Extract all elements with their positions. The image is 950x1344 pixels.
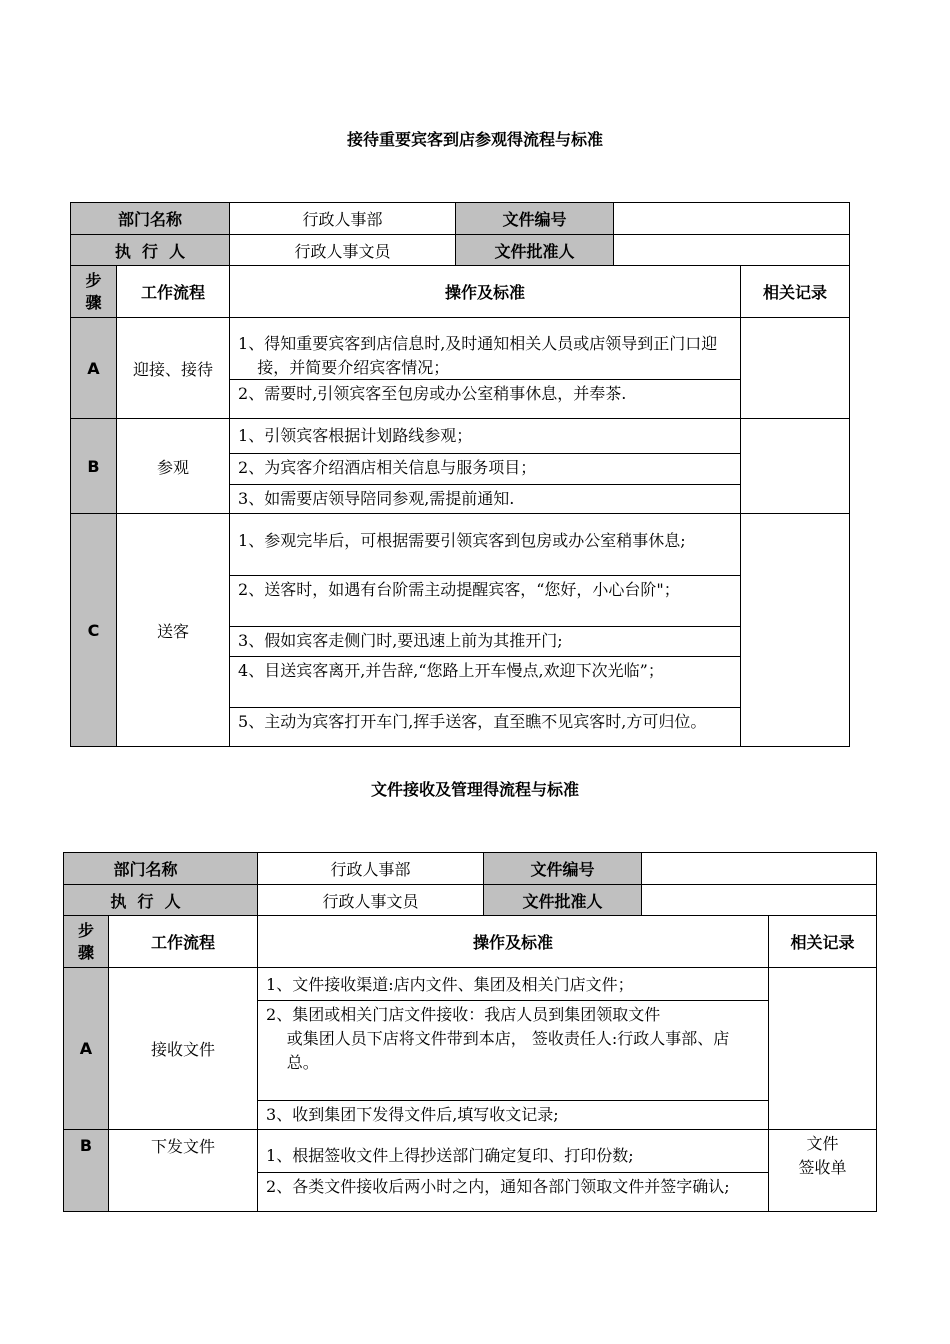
doc-no-label: 文件编号 <box>484 853 642 885</box>
dept-label: 部门名称 <box>64 853 258 885</box>
step-b: B <box>71 419 117 514</box>
reception-procedure-table <box>70 202 850 747</box>
col-flow-header: 工作流程 <box>109 916 258 968</box>
record-a <box>741 318 850 419</box>
ops-item: 或集团人员下店将文件带到本店， 签收责任人:行政人事部、店总。 <box>286 1028 730 1072</box>
step-a: A <box>64 968 109 1130</box>
step-b: B <box>64 1130 109 1212</box>
ops-item: 5、主动为宾客打开车门,挥手送客，直至瞧不见宾客时,方可归位。 <box>238 711 707 731</box>
dept-value: 行政人事部 <box>230 203 456 235</box>
ops-item: 1、引领宾客根据计划路线参观； <box>230 422 740 454</box>
record-c <box>741 514 850 747</box>
ops-a <box>230 318 741 419</box>
ops-item: 3、收到集团下发得文件后,填写收文记录; <box>266 1104 559 1124</box>
doc-no-label: 文件编号 <box>456 203 614 235</box>
executor-label: 执 行 人 <box>71 235 230 266</box>
col-flow-header: 工作流程 <box>117 266 230 318</box>
page-title-2: 文件接收及管理得流程与标准 <box>370 780 579 799</box>
record-b <box>741 419 850 514</box>
executor-label: 执 行 人 <box>64 885 258 916</box>
ops-a <box>258 968 769 1130</box>
col-rec-header: 相关记录 <box>769 916 877 968</box>
approver-label: 文件批准人 <box>456 235 614 266</box>
record-b: 文件 签收单 <box>769 1130 877 1212</box>
ops-item: 3、如需要店领导陪同参观,需提前通知. <box>238 488 515 508</box>
ops-b <box>230 419 741 514</box>
flow-b: 下发文件 <box>109 1130 258 1212</box>
page-title-1: 接待重要宾客到店参观得流程与标准 <box>346 130 603 149</box>
document-procedure-table <box>63 852 877 1212</box>
ops-item: 3、假如宾客走侧门时,要迅速上前为其推开门; <box>230 627 740 657</box>
ops-item: 2、各类文件接收后两小时之内，通知各部门领取文件并签字确认; <box>266 1177 730 1196</box>
ops-item: 2、为宾客介绍酒店相关信息与服务项目； <box>230 454 740 485</box>
col-ops-header: 操作及标准 <box>258 916 769 968</box>
executor-value: 行政人事文员 <box>258 885 484 916</box>
col-ops-header: 操作及标准 <box>230 266 741 318</box>
doc-no-value <box>614 203 850 235</box>
dept-value: 行政人事部 <box>258 853 484 885</box>
ops-item: 2、需要时,引领宾客至包房或办公室稍事休息，并奉茶. <box>238 384 627 403</box>
ops-item: 2、送客时，如遇有台阶需主动提醒宾客，“您好，小心台阶"； <box>230 576 740 627</box>
step-a: A <box>71 318 117 419</box>
flow-a: 接收文件 <box>109 968 258 1130</box>
ops-item: 1、根据签收文件上得抄送部门确定复印、打印份数; <box>258 1142 768 1173</box>
col-rec-header: 相关记录 <box>741 266 850 318</box>
col-step-header: 步骤 <box>71 266 117 318</box>
dept-label: 部门名称 <box>71 203 230 235</box>
ops-b <box>258 1130 769 1212</box>
approver-value <box>642 885 877 916</box>
approver-value <box>614 235 850 266</box>
ops-item: 4、目送宾客离开,并告辞,“您路上开车慢点,欢迎下次光临”； <box>230 657 740 708</box>
approver-label: 文件批准人 <box>484 885 642 916</box>
col-step-header: 步骤 <box>64 916 109 968</box>
doc-no-value <box>642 853 877 885</box>
flow-c: 送客 <box>117 514 230 747</box>
ops-item: 1、得知重要宾客到店信息时,及时通知相关人员或店领导到正门口迎接，并简要介绍宾客情况； <box>230 330 740 380</box>
flow-b: 参观 <box>117 419 230 514</box>
ops-item: 2、集团或相关门店文件接收：我店人员到集团领取文件 <box>266 1004 661 1024</box>
executor-value: 行政人事文员 <box>230 235 456 266</box>
ops-c <box>230 514 741 747</box>
ops-item: 1、参观完毕后，可根据需要引领宾客到包房或办公室稍事休息; <box>230 527 740 576</box>
step-c: C <box>71 514 117 747</box>
record-a <box>769 968 877 1130</box>
flow-a: 迎接、接待 <box>117 318 230 419</box>
ops-item-group <box>258 1001 768 1101</box>
ops-item: 1、文件接收渠道:店内文件、集团及相关门店文件； <box>258 971 768 1001</box>
